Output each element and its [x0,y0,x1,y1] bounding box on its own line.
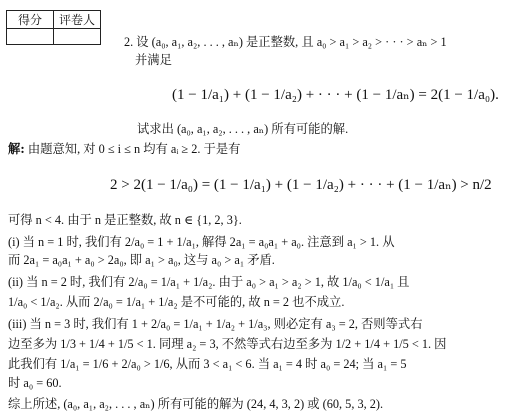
case-3-line-a: (iii) 当 n = 3 时, 我们有 1 + 2/a₀ = 1/a₁ + 1/a₂ + 1/a₃, 则必定有 a₃ = 2, 否则等式右 [8,317,423,331]
solution-intro-line [8,141,240,157]
case-1-line-a: (i) 当 n = 1 时, 我们有 2/a₀ = 1 + 1/a₁, 解得 2a₁ = a₀a₁ + a₀. 注意到 a₁ > 1. 从 [8,235,395,249]
score-table [6,10,101,45]
case-3-line-d: 时 a₀ = 60. [8,376,62,390]
problem-line-2: 并满足 [135,53,172,67]
score-table-header-row [7,11,101,29]
case-2-line-a: (ii) 当 n = 2 时, 我们有 2/a₀ = 1/a₁ + 1/a₂. 由于 a₀ > a₁ > a₂ > 1, 故 1/a₀ < 1/a₁ 且 [8,275,410,289]
score-table-blank-row [7,29,101,45]
score-cell [7,29,54,45]
problem-ask: 试求出 (a₀, a₁, a₂, . . . , aₙ) 所有可能的解. [137,122,349,136]
problem-line-1: 2. 设 (a₀, a₁, a₂, . . . , aₙ) 是正整数, 且 a₀ > a₁ > a₂ > · · · > aₙ > 1 [124,35,447,49]
case-3-line-b: 边至多为 1/3 + 1/4 + 1/5 < 1. 同理 a₂ = 3, 不然等式右边至多为 1/2 + 1/4 + 1/5 < 1. 因 [8,337,447,351]
solution-conclude: 可得 n < 4. 由于 n 是正整数, 故 n ∈ {1, 2, 3}. [8,213,242,227]
score-header: 得分 [7,11,54,29]
case-3-line-c: 此我们有 1/a₁ = 1/6 + 2/a₀ > 1/6, 从而 3 < a₁ < 6. 当 a₁ = 4 时 a₀ = 24; 当 a₁ = 5 [8,357,407,371]
solution-inequality: 2 > 2(1 − 1/a₀) = (1 − 1/a₁) + (1 − 1/a₂) + · · · + (1 − 1/aₙ) > n/2 [110,177,492,193]
solution-label: 解: [8,141,25,156]
case-2-line-b: 1/a₀ < 1/a₂. 从而 2/a₀ = 1/a₁ + 1/a₂ 是不可能的, 故 n = 2 也不成立. [8,295,345,309]
solution-final: 综上所述, (a₀, a₁, a₂, . . . , aₙ) 所有可能的解为 (24, 4, 3, 2) 或 (60, 5, 3, 2). [8,397,384,411]
problem-equation: (1 − 1/a₁) + (1 − 1/a₂) + · · · + (1 − 1/aₙ) = 2(1 − 1/a₀). [172,87,499,103]
grader-cell [54,29,101,45]
case-1-line-b: 而 2a₁ = a₀a₁ + a₀ > 2a₀, 即 a₁ > a₀, 这与 a₀ > a₁ 矛盾. [8,253,275,267]
solution-intro: 由题意知, 对 0 ≤ i ≤ n 均有 aᵢ ≥ 2. 于是有 [24,142,241,156]
grader-header: 评卷人 [54,11,101,29]
